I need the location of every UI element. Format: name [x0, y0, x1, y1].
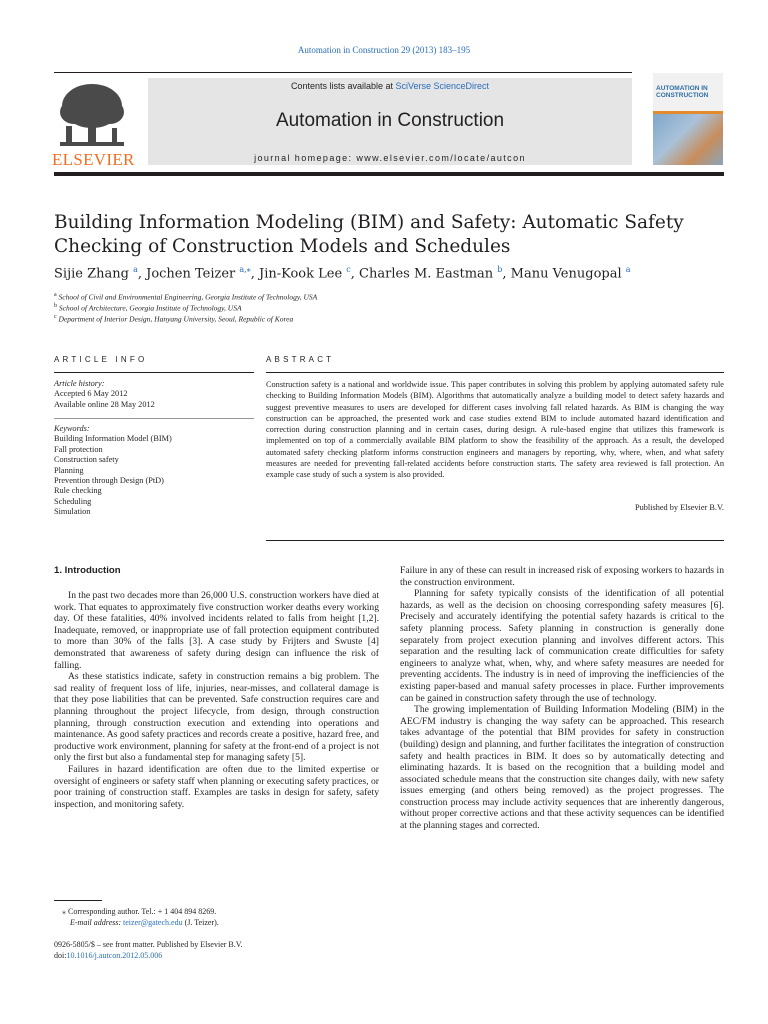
elsevier-wordmark: ELSEVIER	[52, 150, 135, 169]
affiliation-text: School of Architecture, Georgia Institute of Technology, USA	[58, 303, 242, 313]
front-matter-note: 0926-5805/$ – see front matter. Published by Elsevier B.V.	[54, 940, 243, 949]
header-top-rule	[54, 72, 632, 73]
keywords-label: Keywords:	[54, 424, 90, 433]
body-paragraph: The growing implementation of Building Information Modeling (BIM) in the AEC/FM industry is changing the way safety can be approached. This research takes advantage of the potential that BIM provides for safety in construction (building) design and planning, and further facilitates the integration of construction safety and health practices in BIM. It does so by automatically detecting and eliminating hazards. It is based on the recognition that a building model and associated schedule means that the construction site changes daily, with new safety issues emerging (and others being removed) as the project progresses. The construction process may include activity sequences that are inherently dangerous, without proper corrective actions and that these activity sequences can be identified at the planning stages and corrected.	[400, 704, 724, 832]
body-right-column	[400, 565, 724, 832]
author-name: Jin-Kook Lee	[258, 266, 347, 282]
keyword: Planning	[54, 465, 84, 475]
author-separator: ,	[137, 266, 147, 282]
journal-homepage[interactable]: journal homepage: www.elsevier.com/locate/autcon	[254, 153, 526, 163]
keywords-block	[54, 424, 254, 518]
keyword: Scheduling	[54, 496, 92, 506]
article-history-label: Article history:	[54, 379, 105, 388]
doi-line	[54, 950, 384, 961]
body-paragraph: As these statistics indicate, safety in construction remains a big problem. The sad reality of frequent loss of life, injuries, near-misses, and collateral damage is that they pose liabilities that can be prevented. Safe construction requires care and planning throughout the project lifecycle, from design, through construction planning, through construction execution and extending into operations and maintenance. As good safety practices and records create a positive, hazard free, and productive work environment, planning for safety at the front-end of a project is not only the first but also a fundamental step for managing safety [5].	[54, 671, 379, 764]
article-history	[54, 379, 254, 410]
email-suffix: (J. Teizer).	[184, 918, 219, 927]
author-name: Jochen Teizer	[146, 266, 240, 282]
journal-reference[interactable]: Automation in Construction 29 (2013) 183–195	[297, 45, 471, 55]
author-separator: ,	[250, 266, 259, 282]
body-paragraph: Planning for safety typically consists of the identification of all potential hazards, as well as the decision on choosing corresponding safety measures [6]. Precisely and accurately identifying the potential safety hazards is critical to the safety planning process. Safety planning in construction is generally done separately from project execution planning and involves different actors. This separation and the resulting lack of communication create difficulties for safety engineers to analyze what, when, why, and where safety measures are needed for preventing accidents. The industry is in need of improving the inefficiencies of the existing paper-based and manual safety processes in place. Further improvements can be gained in construction safety through the use of technology.	[400, 588, 724, 704]
body-left-column	[54, 590, 379, 810]
journal-cover-thumbnail	[653, 73, 723, 165]
paper-title: Building Information Modeling (BIM) and Safety: Automatic Safety Checking of Construction Models and Schedules	[54, 212, 684, 257]
cover-title: AUTOMATION IN CONSTRUCTION	[656, 85, 709, 99]
author-name: Manu Venugopal	[510, 266, 626, 282]
author-separator: ,	[350, 266, 360, 282]
author-name: Charles M. Eastman	[359, 266, 498, 282]
affiliation-text: Department of Interior Design, Hanyang University, Seoul, Republic of Korea	[58, 314, 294, 324]
keyword: Construction safety	[54, 455, 119, 465]
abstract-text: Construction safety is a national and worldwide issue. This paper contributes in solving this problem by applying automated safety rule checking to Building Information Models (BIM). Algorithms that automatically analyze a building model to detect safety hazards and suggest preventive measures to users are developed for different cases involving fall related hazards. As BIM is changing the way construction can be approached, the presented work and case studies extend BIM to include automated hazard identification and correction during construction planning and in certain cases, during design. A rule-based engine that utilizes this framework is implemented on top of a commercially available BIM platform to show the feasibility of the approach. As a result, the developed automated safety checking platform informs construction engineers and managers by reporting, why, where, when, and what safety measures are needed for preventing fall-related accidents before construction starts. The safety area reviewed is fall protection. An example case study of such a system is also provided.	[266, 380, 724, 480]
abstract-publisher-note: Published by Elsevier B.V.	[634, 503, 724, 512]
affiliation-marker: c	[54, 314, 57, 320]
history-divider	[54, 418, 254, 419]
journal-title: Automation in Construction	[275, 110, 505, 131]
doi-link[interactable]: 10.1016/j.autcon.2012.05.006	[66, 951, 163, 960]
affiliation-marker: b	[54, 303, 57, 309]
keyword: Prevention through Design (PtD)	[54, 476, 164, 486]
footnote-rule	[54, 900, 102, 901]
doi-prefix: doi:	[54, 951, 67, 960]
author-affiliation-marker[interactable]: a	[133, 265, 138, 274]
keyword: Rule checking	[54, 486, 102, 496]
abstract-rule	[266, 372, 724, 373]
body-paragraph: Failure in any of these can result in increased risk of exposing workers to hazards in the construction environment.	[400, 565, 724, 588]
keyword: Fall protection	[54, 444, 103, 454]
affiliation-b	[54, 303, 724, 313]
affiliation-a	[54, 292, 724, 302]
email-link[interactable]: teizer@gatech.edu	[123, 918, 183, 927]
article-info-heading: ARTICLE INFO	[54, 355, 148, 364]
body-paragraph: In the past two decades more than 26,000 U.S. construction workers have died at work. That equates to approximately five construction worker deaths every working day. Of these fatalities, 40% involved incidents related to falls from height [1,2]. Inadequate, removed, or inappropriate use of fall protection equipment contributed to more than 30% of the falls [3]. A case study by Frijters and Swuste [4] demonstrated that awareness of safety during design can influence the risk of falling.	[54, 590, 379, 671]
email-line	[54, 917, 400, 928]
author-affiliation-marker[interactable]: a,⁎	[239, 265, 251, 274]
online-date: Available online 28 May 2012	[54, 399, 155, 409]
contents-prefix: Contents lists available at	[290, 81, 396, 91]
article-info-rule	[54, 372, 254, 373]
keyword: Simulation	[54, 507, 91, 517]
email-label: E-mail address:	[70, 918, 122, 927]
abstract-bottom-rule	[266, 540, 724, 541]
affiliation-marker: a	[54, 292, 57, 298]
author-affiliation-marker[interactable]: c	[346, 265, 351, 274]
sciencedirect-link[interactable]: SciVerse ScienceDirect	[395, 81, 490, 91]
contents-available-line	[148, 81, 632, 91]
abstract-heading: ABSTRACT	[266, 355, 335, 364]
cover-image	[653, 114, 723, 165]
keyword: Building Information Model (BIM)	[54, 434, 172, 444]
author-affiliation-marker[interactable]: a	[625, 265, 631, 274]
header-thick-rule	[54, 172, 724, 176]
author-list	[54, 265, 724, 281]
accepted-date: Accepted 6 May 2012	[54, 389, 128, 399]
author-affiliation-marker[interactable]: b	[497, 265, 503, 274]
body-paragraph: Failures in hazard identification are often due to the limited expertise or oversight of engineers or safety staff when planning or executing safety practices, or poor training of construction staff. Examples are tasks in design for safety, safety inspection, and monitoring safety.	[54, 763, 379, 810]
author-name: Sijie Zhang	[54, 266, 134, 282]
author-separator: ,	[502, 266, 511, 282]
section-heading-introduction: 1. Introduction	[54, 565, 121, 576]
affiliation-text: School of Civil and Environmental Engineering, Georgia Institute of Technology, USA	[58, 292, 318, 302]
affiliation-c	[54, 314, 724, 324]
corresponding-author-note: ⁎ Corresponding author. Tel.: + 1 404 894 8269.	[62, 907, 217, 916]
